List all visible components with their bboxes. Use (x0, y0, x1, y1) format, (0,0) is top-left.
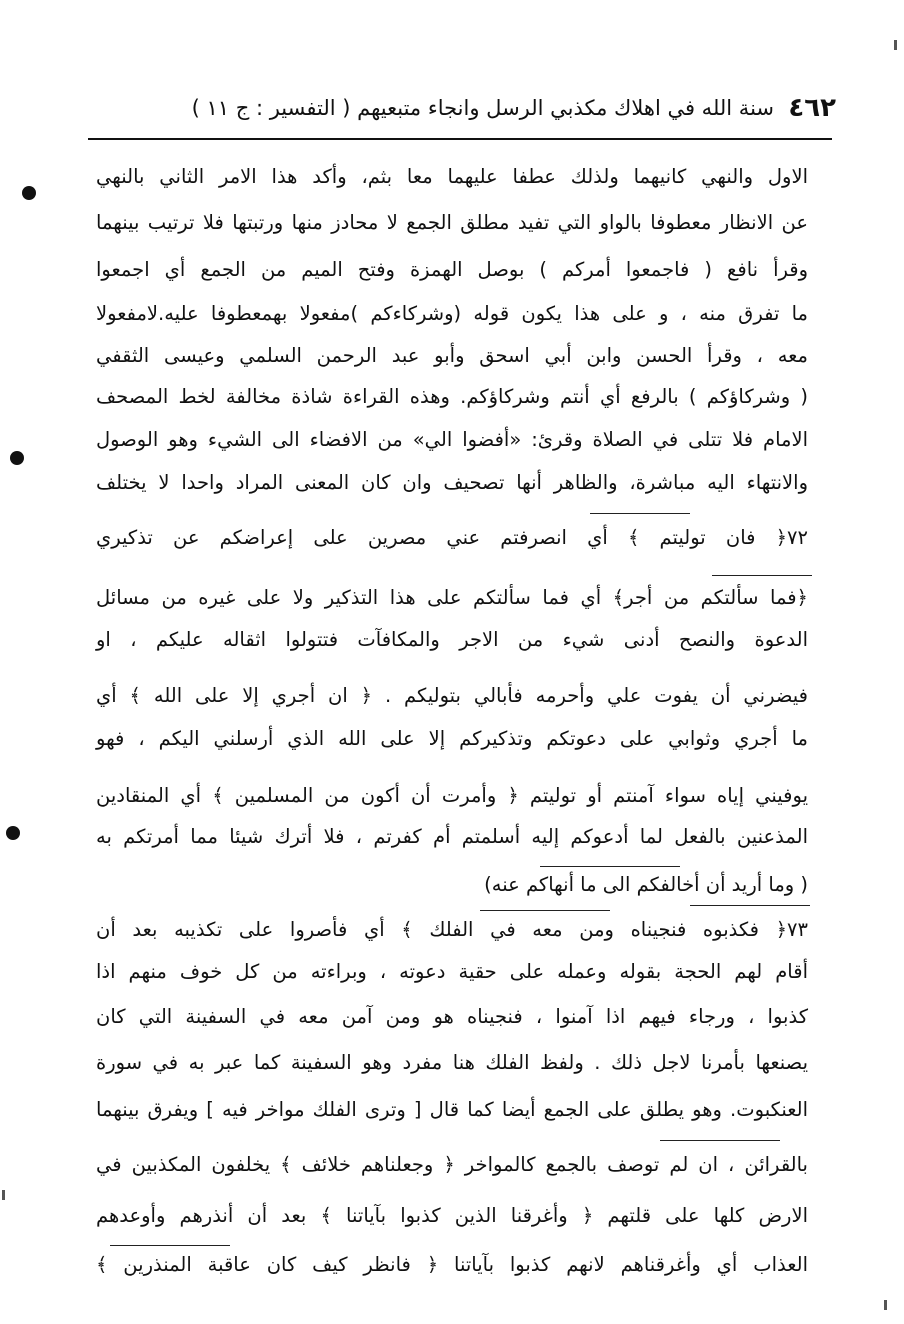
quote-overline (540, 866, 680, 867)
text-line: ما تفرق منه ، و على هذا يكون قوله (وشركاءكم )مفعولا بهمعطوفا عليه.لامفعولا (96, 302, 808, 325)
text-line: العذاب أي وأغرقناهم لانهم كذبوا بآياتنا ﴿ فانظر كيف كان عاقبة المنذرين ﴾ (96, 1253, 808, 1276)
quote-overline (690, 905, 810, 906)
text-line: فيضرني أن يفوت علي وأحرمه فأبالي بتوليكم . ﴿ ان أجري إلا على الله ﴾ أي (96, 684, 808, 707)
text-line: وقرأ نافع ( فاجمعوا أمركم ) بوصل الهمزة وفتح الميم من الجمع أي اجمعوا (96, 258, 808, 281)
binder-hole-dot (22, 186, 36, 200)
text-line: الامام فلا تتلى في الصلاة وقرئ: «أفضوا الي» من الافضاء الى الشيء وهو الوصول (96, 428, 808, 451)
text-line: الاول والنهي كانيهما ولذلك عطفا عليهما معا بثم، وأكد هذا الامر الثاني بالنهي (96, 165, 808, 188)
text-line: العنكبوت. وهو يطلق على الجمع أيضا كما قال [ وترى الفلك مواخر فيه ] ويفرق بينهما (96, 1098, 808, 1121)
quote-overline (712, 575, 812, 576)
page-header (88, 82, 836, 134)
verse-73-line: ٧٣﴿ فكذبوه فنجيناه ومن معه في الفلك ﴾ أي فأصروا على تكذيبه بعد أن (96, 918, 808, 941)
text-line: عن الانظار معطوفا بالواو التي تفيد مطلق الجمع لا محادز منها ورتبتها فلا ترتيب بينهما (96, 211, 808, 234)
margin-mark (884, 1300, 887, 1310)
margin-mark (2, 1190, 5, 1200)
text-line: ﴿فما سألتكم من أجر﴾ أي فما سألتكم على هذا التذكير ولا على غيره من مسائل (96, 586, 808, 609)
running-title: سنة الله في اهلاك مكذبي الرسل وانجاء متبعيهم ( التفسير : ج ١١ ) (191, 96, 774, 120)
text-line: معه ، وقرأ الحسن وابن أبي اسحق وأبو عبد الرحمن السلمي وعيسى الثقفي (96, 344, 808, 367)
page-number: ٤٦٢ (788, 93, 836, 123)
quote-overline (480, 910, 610, 911)
text-line: بالقرائن ، ان لم توصف بالجمع كالمواخر ﴿ وجعلناهم خلائف ﴾ يخلفون المكذبين في (96, 1153, 808, 1176)
quote-overline (110, 1245, 230, 1246)
margin-mark (894, 40, 897, 50)
text-line: كذبوا ، ورجاء فيهم اذا آمنوا ، فنجيناه هو ومن آمن معه في السفينة التي كان (96, 1005, 808, 1028)
binder-hole-dot (10, 451, 24, 465)
text-line: المذعنين بالفعل لما أدعوكم إليه أسلمتم أم كفرتم ، فلا أترك شيئا مما أمرتكم به (96, 825, 808, 848)
text-line: الدعوة والنصح أدنى شيء من الاجر والمكافآت فتتولوا اثقاله عليكم ، او (96, 628, 808, 651)
verse-72-line: ٧٢﴿ فان توليتم ﴾ أي انصرفتم عني مصرين على إعراضكم عن تذكيري (96, 526, 808, 549)
text-line: الارض كلها على قلتهم ﴿ وأغرقنا الذين كذبوا بآياتنا ﴾ بعد أن أنذرهم وأوعدهم (96, 1204, 808, 1227)
text-line: والانتهاء اليه مباشرة، والظاهر أنها تصحيف وان كان المعنى المراد واحدا لا يختلف (96, 471, 808, 494)
quote-overline (590, 513, 690, 514)
text-line: يصنعها بأمرنا لاجل ذلك . ولفظ الفلك هنا مفرد وهو السفينة كما عبر به في سورة (96, 1051, 808, 1074)
text-line: ما أجري وثوابي على دعوتكم وتذكيركم إلا على الله الذي أرسلني اليكم ، فهو (96, 727, 808, 750)
header-rule (88, 138, 832, 140)
text-line: أقام لهم الحجة بقوله وعمله على حقية دعوته ، وبراءته من كل خوف منهم اذا (96, 960, 808, 983)
text-line: ( وشركاؤكم ) بالرفع أي أنتم وشركاؤكم. وهذه القراءة شاذة مخالفة لخط المصحف (96, 385, 808, 408)
binder-hole-dot (6, 826, 20, 840)
text-line: يوفيني إياه سواء آمنتم أو توليتم ﴿ وأمرت أن أكون من المسلمين ﴾ أي المنقادين (96, 784, 808, 807)
text-line-short: ( وما أريد أن أخالفكم الى ما أنهاكم عنه) (484, 873, 808, 896)
quote-overline (660, 1140, 780, 1141)
